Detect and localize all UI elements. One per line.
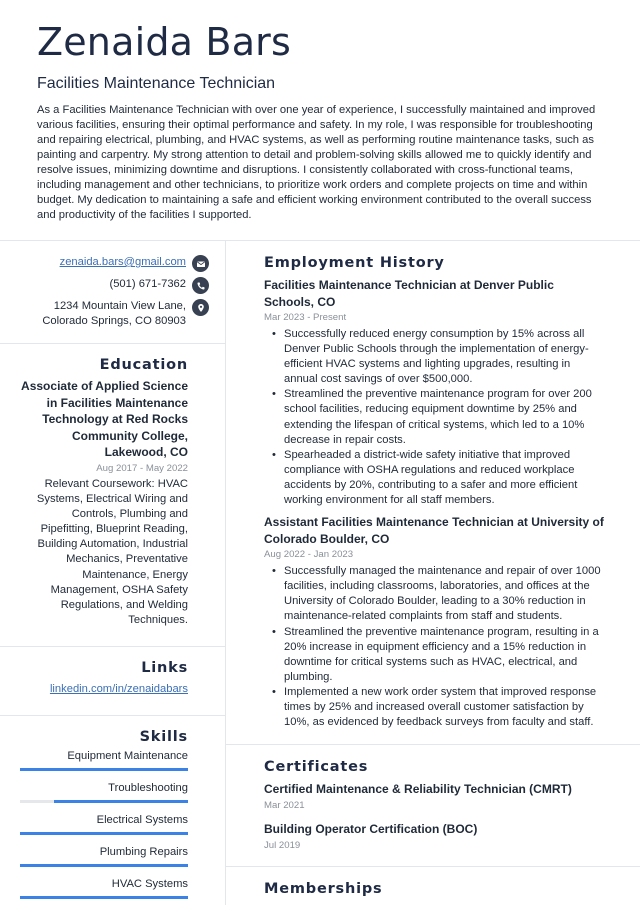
address	[42, 299, 186, 329]
certificate-date: Jul 2019	[264, 840, 301, 852]
email-link[interactable]: zenaida.bars@gmail.com	[59, 256, 186, 268]
skill-level-bar	[20, 768, 188, 771]
skill-item	[20, 845, 188, 867]
contact-phone-row	[20, 277, 209, 294]
certificate-item	[264, 821, 604, 852]
skill-level-bar	[20, 896, 188, 899]
job-dates: Aug 2022 - Jan 2023	[264, 549, 354, 561]
education-description: Relevant Coursework: HVAC Systems, Electrical Wiring and Controls, Plumbing and Pipefitting, Blueprint Reading, Building Automation, Industrial Mechanics, Preventative Maintenance, Energy Management, OSHA Safety Regulations, and Welding Techniques.	[36, 477, 188, 626]
skill-name: Equipment Maintenance	[67, 749, 188, 762]
right-column	[226, 240, 640, 903]
employment-section	[226, 240, 640, 730]
contact-address-row	[20, 299, 209, 329]
candidate-name: Zenaida Bars	[37, 20, 292, 64]
skill-level-fill	[54, 800, 188, 803]
memberships-section	[226, 866, 640, 897]
skill-level-fill	[20, 896, 188, 899]
job-bullet: • Streamlined the preventive maintenance program for over 200 school facilities, reducing equipment downtime by 25% and extending the lifespan of critical systems, which led to a 10% decrease in repair costs.	[284, 387, 604, 447]
skill-item	[20, 813, 188, 835]
envelope-icon	[192, 255, 209, 272]
skill-level-fill	[20, 832, 188, 835]
education-section	[0, 343, 225, 628]
certificates-heading: Certificates	[264, 759, 369, 776]
skill-level-bar	[20, 832, 188, 835]
contact-email-row	[20, 255, 209, 272]
contact-section	[0, 240, 225, 329]
skill-item	[20, 781, 188, 803]
skill-name: HVAC Systems	[111, 877, 188, 890]
job-bullet: • Successfully reduced energy consumption by 15% across all Denver Public Schools through the implementation of energy-efficient HVAC systems and lighting upgrades, resulting in annual cost savings of over $500,000.	[284, 327, 604, 387]
address-line-1: 1234 Mountain View Lane,	[53, 300, 186, 312]
job-bullet: • Implemented a new work order system that improved response times by 25% and increased overall customer satisfaction by 10%, as evidenced by feedback surveys from faculty and staff.	[284, 685, 604, 730]
skill-level-fill	[20, 864, 188, 867]
links-section	[0, 646, 225, 697]
job-title-line: Assistant Facilities Maintenance Technician at University of Colorado Boulder, CO	[264, 515, 604, 547]
certificate-name: Building Operator Certification (BOC)	[264, 822, 478, 837]
location-pin-icon	[192, 299, 209, 316]
address-line-2: Colorado Springs, CO 80903	[42, 315, 186, 327]
skills-heading: Skills	[139, 728, 188, 745]
certificate-name: Certified Maintenance & Reliability Technician (CMRT)	[264, 782, 572, 797]
job-bullet: • Streamlined the preventive maintenance program, resulting in a 20% increase in equipment efficiency and a 15% reduction in downtime for critical systems such as HVAC, electrical, and plumbing.	[284, 625, 604, 685]
certificates-section	[226, 744, 640, 852]
education-dates: Aug 2017 - May 2022	[96, 462, 188, 474]
skill-level-fill	[20, 768, 188, 771]
skill-name: Electrical Systems	[96, 813, 188, 826]
left-column	[0, 240, 225, 905]
skills-list	[20, 749, 188, 899]
skills-section	[0, 715, 225, 899]
resume-header	[0, 0, 640, 223]
skill-name: Troubleshooting	[108, 781, 188, 794]
certificate-item	[264, 781, 604, 812]
profile-summary: As a Facilities Maintenance Technician with over one year of experience, I successfully maintained and improved various facilities, ensuring their optimal performance and safety. In my role, I was responsible for troubleshooting and repairing electrical, plumbing, and HVAC systems, as well as performing routine maintenance tasks, such as painting and carpentry. My strong attention to detail and problem-solving skills allowed me to quickly identify and resolve issues, minimizing downtime and disruptions. I consistently collaborated with cross-functional teams, including management and other technicians, to prioritize work orders and complete projects on time and within budget. My dedication to maintaining a safe and efficient working environment contributed to the overall success and productivity of the facilities I supported.	[37, 104, 596, 221]
skill-item	[20, 877, 188, 899]
education-degree: Associate of Applied Science in Facilities Maintenance Technology at Red Rocks Community College, Lakewood, CO	[21, 379, 188, 460]
linkedin-link[interactable]: linkedin.com/in/zenaidabars	[49, 682, 188, 695]
memberships-heading: Memberships	[264, 881, 383, 898]
job-bullet: • Spearheaded a district-wide safety initiative that improved compliance with OSHA regulations and reduced workplace accidents by 20%, contributing to a safer and more efficient working environment for all staff members.	[284, 448, 604, 508]
job-title-line: Facilities Maintenance Technician at Denver Public Schools, CO	[264, 278, 554, 309]
job-entry	[264, 277, 604, 508]
job-title: Facilities Maintenance Technician	[37, 75, 276, 92]
job-bullet: • Successfully managed the maintenance and repair of over 1000 facilities, including classrooms, laboratories, and offices at the University of Colorado Boulder, leading to a 30% reduction in maintenance-related complaints from staff and students.	[284, 564, 604, 624]
phone-number: (501) 671-7362	[109, 278, 186, 290]
skill-name: Plumbing Repairs	[99, 845, 188, 858]
skill-level-bar	[20, 800, 188, 803]
skill-item	[20, 749, 188, 771]
job-entry	[264, 514, 604, 730]
skill-level-bar	[20, 864, 188, 867]
links-heading: Links	[141, 659, 188, 676]
job-dates: Mar 2023 - Present	[264, 312, 347, 323]
certificate-date: Mar 2021	[264, 800, 305, 812]
education-heading: Education	[99, 357, 188, 373]
job-bullets	[264, 327, 604, 508]
phone-icon	[192, 277, 209, 294]
job-bullets	[264, 564, 604, 730]
employment-heading: Employment History	[264, 255, 445, 271]
